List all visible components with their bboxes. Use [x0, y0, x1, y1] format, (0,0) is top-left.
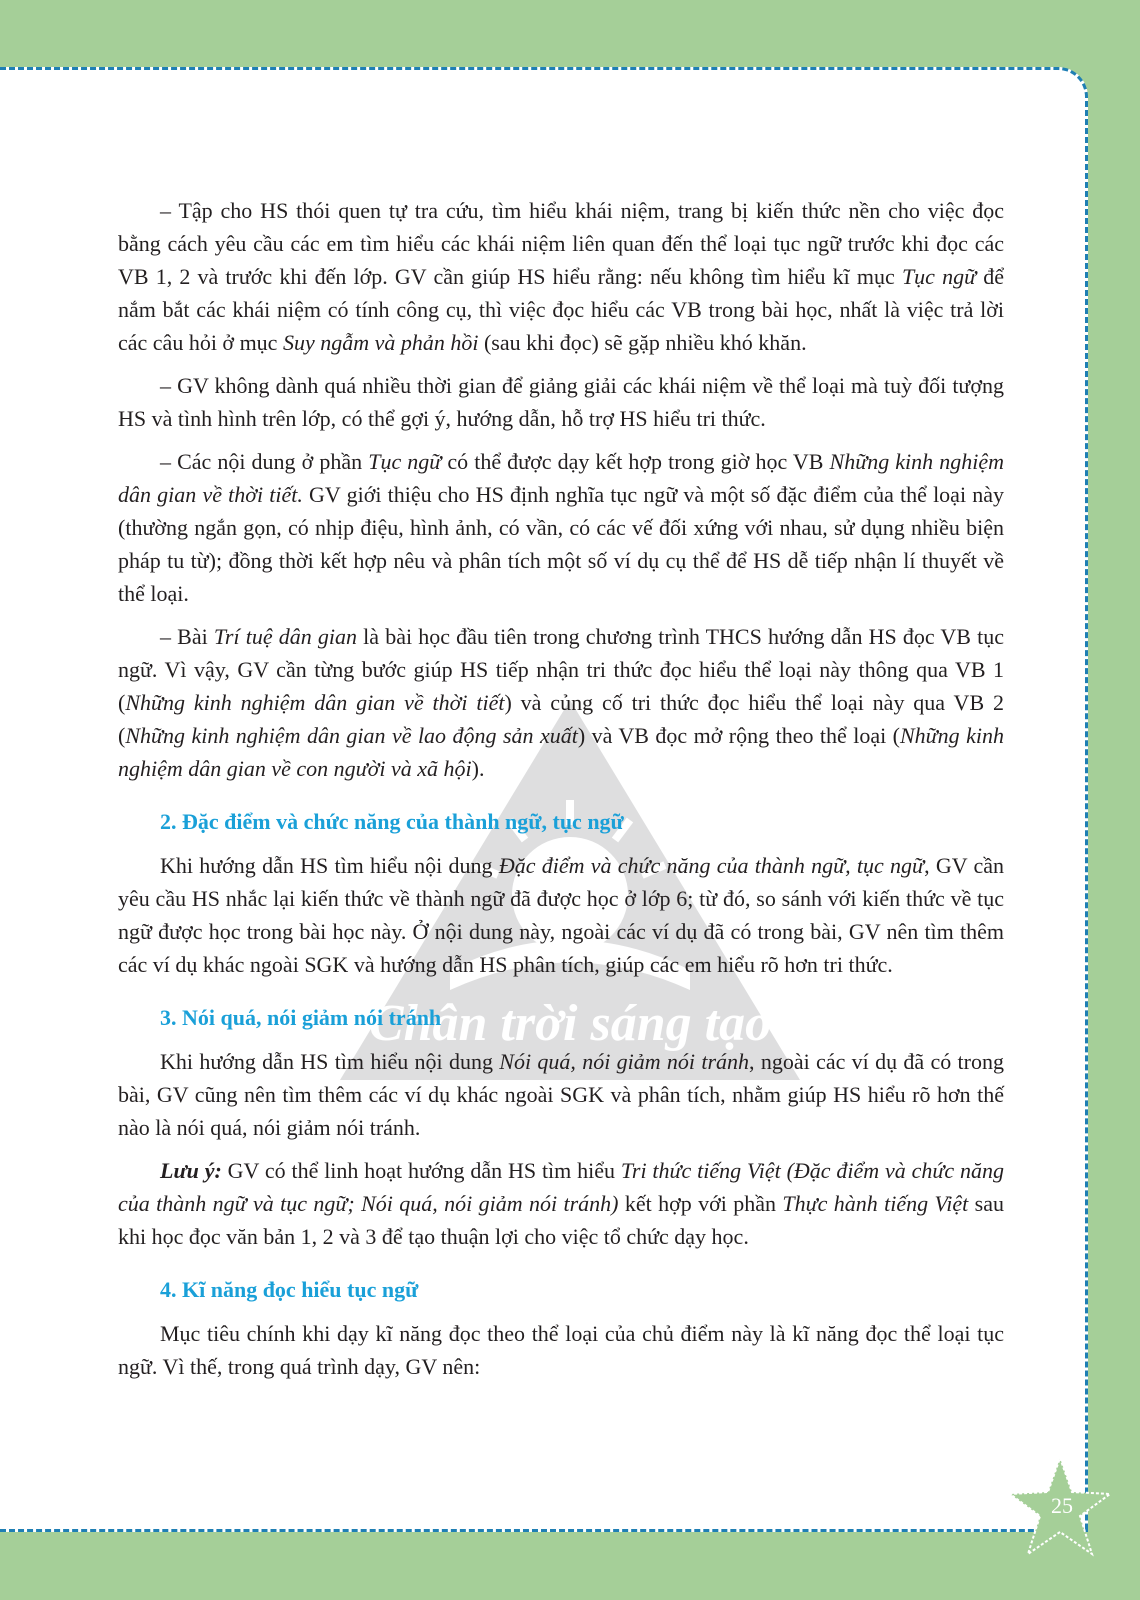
text-run: GV giới thiệu cho HS định nghĩa tục ngữ và một số đặc điểm của thể loại này (thường ngắn gọn, có nhịp điệu, hình ảnh, có vần, có các vế đối xứng với nhau, sử dụng nhiều biện pháp tu từ); đồng thời kết hợp nêu và phân tích một số ví dụ cụ thể để HS dễ tiếp nhận lí thuyết về thể loại. [118, 482, 1004, 606]
italic-text: Lưu ý: [160, 1158, 222, 1183]
text-run: ) và VB đọc mở rộng theo thể loại ( [577, 723, 900, 748]
italic-text: Tục ngữ [901, 264, 977, 289]
paragraph [118, 369, 1004, 435]
text-run: kết hợp với phần [618, 1191, 783, 1216]
italic-text: Những kinh nghiệm dân gian về thời tiết [125, 690, 505, 715]
text-run: , ngoài các ví dụ đã có trong bài, GV cũng nên tìm thêm các ví dụ khác ngoài SGK và phân tích, nhằm giúp HS hiểu rõ hơn thế nào là nói quá, nói giảm nói tránh. [118, 1049, 1004, 1140]
text-run: , GV cần yêu cầu HS nhắc lại kiến thức về thành ngữ đã được học ở lớp 6; từ đó, so sánh với kiến thức về tục ngữ được học trong bài học này. Ở nội dung này, ngoài các ví dụ đã có trong bài, GV nên tìm thêm các ví dụ khác ngoài SGK và hướng dẫn HS phân tích, giúp các em hiểu rõ hơn tri thức. [118, 853, 1004, 977]
text-run: Mục tiêu chính khi dạy kĩ năng đọc theo thể loại của chủ điểm này là kĩ năng đọc thể loại tục ngữ. Vì thế, trong quá trình dạy, GV nên: [118, 1321, 1004, 1379]
italic-text: Nói quá, nói giảm nói tránh [499, 1049, 750, 1074]
text-run: là bài học đầu tiên trong chương trình THCS hướng dẫn HS đọc VB tục ngữ. Vì vậy, GV cần từng bước giúp HS tiếp nhận tri thức đọc hiểu thể loại này thông qua VB 1 ( [118, 624, 1004, 715]
page-number: 25 [1051, 1493, 1073, 1518]
text-run: có thể được dạy kết hợp trong giờ học VB [441, 449, 830, 474]
paragraph [118, 849, 1004, 981]
text-run: Khi hướng dẫn HS tìm hiểu nội dung [160, 1049, 500, 1074]
italic-text: Suy ngẫm và phản hồi [282, 330, 479, 355]
italic-text: Những kinh nghiệm dân gian về con người và xã hội [118, 723, 1004, 781]
paragraph [118, 1317, 1004, 1383]
text-run: – Các nội dung ở phần [160, 449, 369, 474]
paragraph [118, 620, 1004, 785]
text-run: ) và củng cố tri thức đọc hiểu thể loại này qua VB 2 ( [118, 690, 1004, 748]
paragraph [118, 1045, 1004, 1144]
paragraph [118, 1154, 1004, 1253]
text-run: – GV không dành quá nhiều thời gian để giảng giải các khái niệm về thể loại mà tuỳ đối tượng HS và tình hình trên lớp, có thể gợi ý, hướng dẫn, hỗ trợ HS hiểu tri thức. [118, 373, 1004, 431]
watermark-text: Chân trời sáng tạo [368, 995, 772, 1052]
section-3-paragraphs [118, 1045, 1004, 1253]
section-3-heading: 3. Nói quá, nói giảm nói tránh [160, 1005, 442, 1030]
section-2-paragraphs [118, 849, 1004, 981]
italic-text: Tri thức tiếng Việt (Đặc điểm và chức năng của thành ngữ và tục ngữ; Nói quá, nói giảm nói tránh) [118, 1158, 1004, 1216]
text-run: sau khi học đọc văn bản 1, 2 và 3 để tạo thuận lợi cho việc tổ chức dạy học. [118, 1191, 1004, 1249]
text-run: (sau khi đọc) sẽ gặp nhiều khó khăn. [478, 330, 807, 355]
document-body [118, 194, 1004, 1393]
section-2-heading: 2. Đặc điểm và chức năng của thành ngữ, tục ngữ [160, 809, 624, 834]
italic-text: Những kinh nghiệm dân gian về thời tiết. [118, 449, 1005, 507]
text-run: ). [471, 756, 485, 781]
italic-text: Trí tuệ dân gian [213, 624, 358, 649]
paragraph [118, 445, 1004, 610]
section-4-paragraphs [118, 1317, 1004, 1383]
italic-text: Đặc điểm và chức năng của thành ngữ, tục ngữ [498, 853, 925, 878]
text-run: – Bài [160, 624, 214, 649]
page-sheet [0, 67, 1088, 1532]
text-run: – Tập cho HS thói quen tự tra cứu, tìm hiểu khái niệm, trang bị kiến thức nền cho việc đọc bằng cách yêu cầu các em tìm hiểu các khái niệm liên quan đến thể loại tục ngữ trước khi đọc các VB 1, 2 và trước khi đến lớp. GV cần giúp HS hiểu rằng: nếu không tìm hiểu kĩ mục [118, 198, 1004, 289]
intro-paragraphs [118, 194, 1004, 785]
italic-text: Những kinh nghiệm dân gian về lao động sản xuất [125, 723, 578, 748]
paragraph [118, 194, 1004, 359]
italic-text: Thực hành tiếng Việt [782, 1191, 969, 1216]
text-run: GV có thể linh hoạt hướng dẫn HS tìm hiểu [221, 1158, 621, 1183]
italic-text: Tục ngữ [368, 449, 442, 474]
text-run: Khi hướng dẫn HS tìm hiểu nội dung [160, 853, 499, 878]
text-run: để nắm bắt các khái niệm có tính công cụ, thì việc đọc hiểu các VB trong bài học, nhất là việc trả lời các câu hỏi ở mục [118, 264, 1005, 355]
section-4-heading: 4. Kĩ năng đọc hiểu tục ngữ [160, 1277, 419, 1302]
